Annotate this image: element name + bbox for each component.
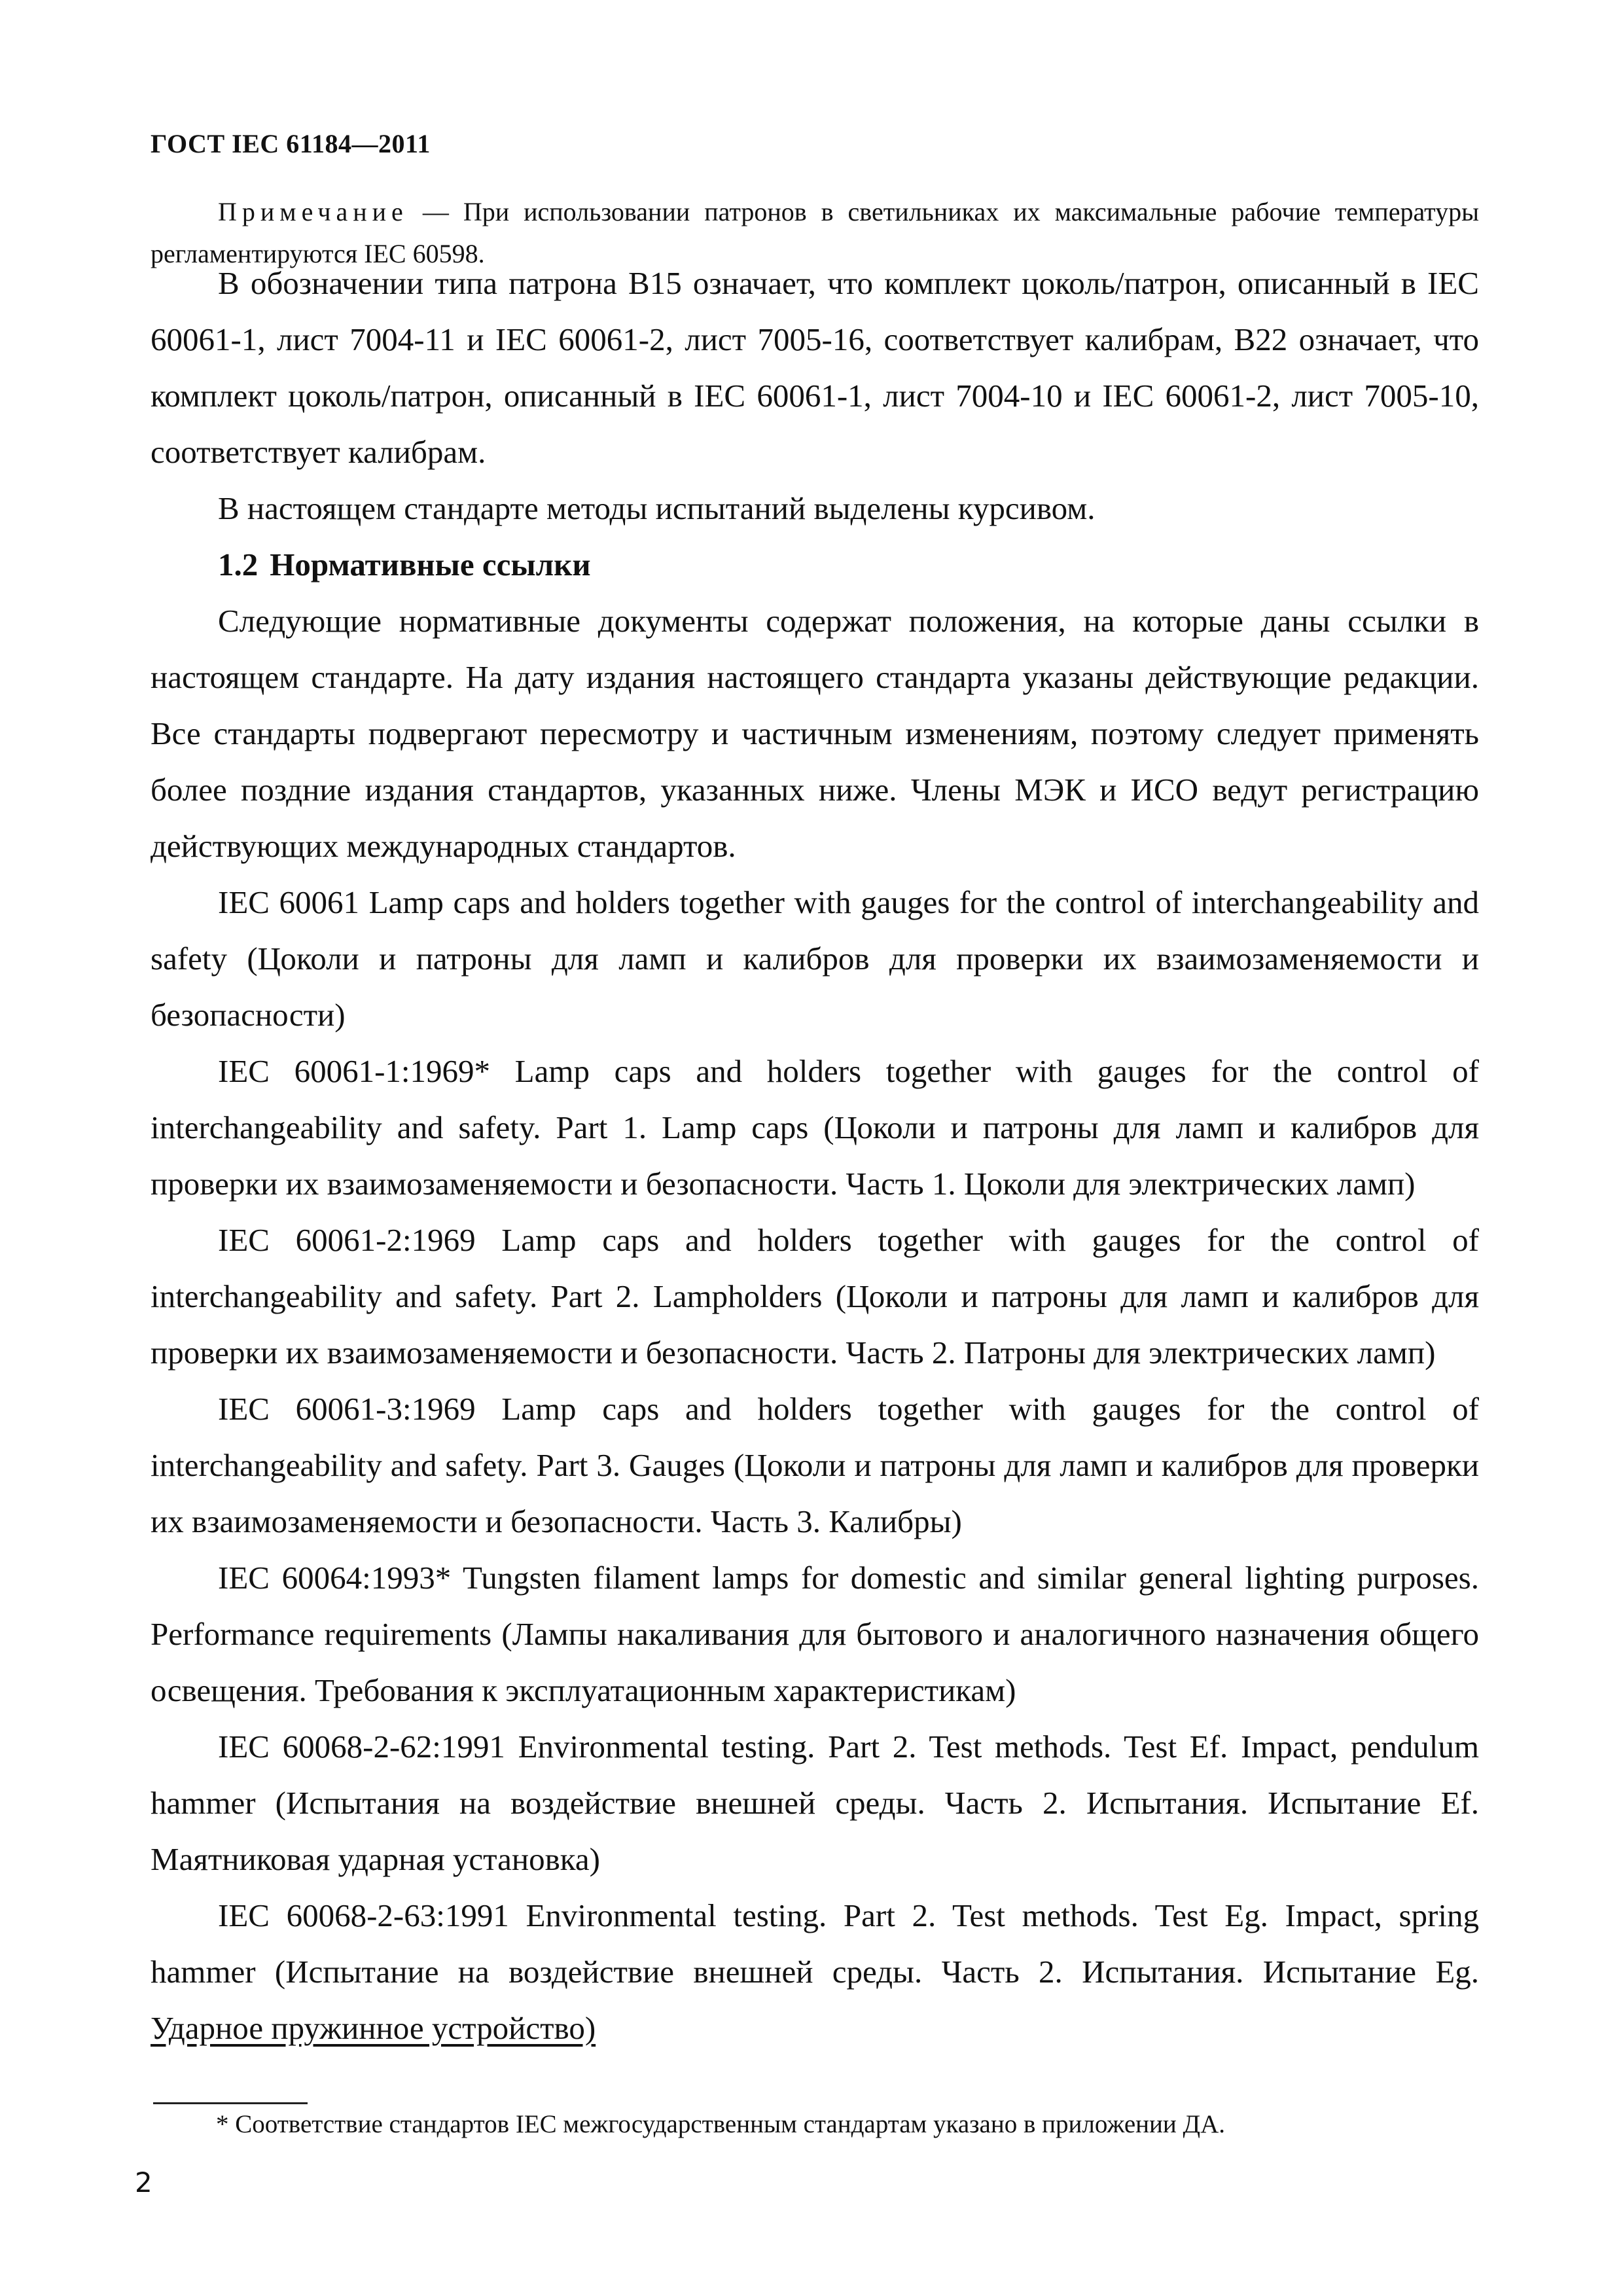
reference-text-underlined: Ударное пружинное устройство)	[151, 2010, 596, 2046]
note-text: — При использовании патронов в светильниках их максимальные рабочие температуры регламентируются IEC 60598.	[151, 197, 1479, 268]
reference-iec-60061-2: IEC 60061-2:1969 Lamp caps and holders together with gauges for the control of interchangeability and safety. Part 2. Lampholders (Цоколи и патроны для ламп и калибров для проверки их взаимозаменяемости и безопасности. Часть 2. Патроны для электрических ламп)	[151, 1222, 1479, 1371]
reference-iec-60061-1: IEC 60061-1:1969* Lamp caps and holders together with gauges for the control of interchangeability and safety. Part 1. Lamp caps (Цоколи и патроны для ламп и калибров для проверки их взаимозаменяемости и безопасности. Часть 1. Цоколи для электрических ламп)	[151, 1053, 1479, 1202]
page-number: 2	[135, 2166, 152, 2198]
footnote: * Соответствие стандартов IEC межгосударственным стандартам указано в приложении ДА.	[216, 2110, 1226, 2138]
paragraph-italic-note: В настоящем стандарте методы испытаний выделены курсивом.	[218, 490, 1096, 526]
reference-iec-60061-3: IEC 60061-3:1969 Lamp caps and holders together with gauges for the control of interchangeability and safety. Part 3. Gauges (Цоколи и патроны для ламп и калибров для проверки их взаимозаменяемости и безопасности. Часть 3. Калибры)	[151, 1391, 1479, 1539]
note-label: Примечание	[218, 197, 408, 226]
section-heading	[151, 537, 1479, 593]
document-body	[151, 255, 1479, 2056]
reference-iec-60064: IEC 60064:1993* Tungsten filament lamps for domestic and similar general lighting purposes. Performance requirements (Лампы накаливания для бытового и аналогичного назначения общего освещения. Требования к эксплуатационным характеристикам)	[151, 1560, 1479, 1708]
footnote-divider	[153, 2102, 308, 2104]
reference-iec-60068-2-63	[151, 1888, 1479, 2056]
section-title: Нормативные ссылки	[270, 547, 591, 583]
document-header: ГОСТ IEC 61184—2011	[151, 129, 431, 158]
paragraph-normative-intro: Следующие нормативные документы содержат положения, на которые даны ссылки в настоящем стандарте. На дату издания настоящего стандарта указаны действующие редакции. Все стандарты подвергают пересмотру и частичным изменениям, поэтому следует применять более поздние издания стандартов, указанных ниже. Члены МЭК и ИСО ведут регистрацию действующих международных стандартов.	[151, 603, 1479, 864]
section-number: 1.2	[218, 547, 259, 583]
reference-iec-60068-2-62: IEC 60068-2-62:1991 Environmental testing. Part 2. Test methods. Test Ef. Impact, pendulum hammer (Испытания на воздействие внешней среды. Часть 2. Испытания. Испытание Ef. Маятниковая ударная установка)	[151, 1729, 1479, 1877]
paragraph-cap-type: В обозначении типа патрона B15 означает, что комплект цоколь/патрон, описанный в IEC 60061-1, лист 7004-11 и IEC 60061-2, лист 7005-16, соответствует калибрам, B22 означает, что комплект цоколь/патрон, описанный в IEC 60061-1, лист 7004-10 и IEC 60061-2, лист 7005-10, соответствует калибрам.	[151, 265, 1479, 470]
reference-iec-60061: IEC 60061 Lamp caps and holders together with gauges for the control of interchangeability and safety (Цоколи и патроны для ламп и калибров для проверки их взаимозаменяемости и безопасности)	[151, 884, 1479, 1033]
reference-text: IEC 60068-2-63:1991 Environmental testing. Part 2. Test methods. Test Eg. Impact, spring hammer (Испытание на воздействие внешней среды. Часть 2. Испытания. Испытание Eg.	[151, 1897, 1479, 1990]
